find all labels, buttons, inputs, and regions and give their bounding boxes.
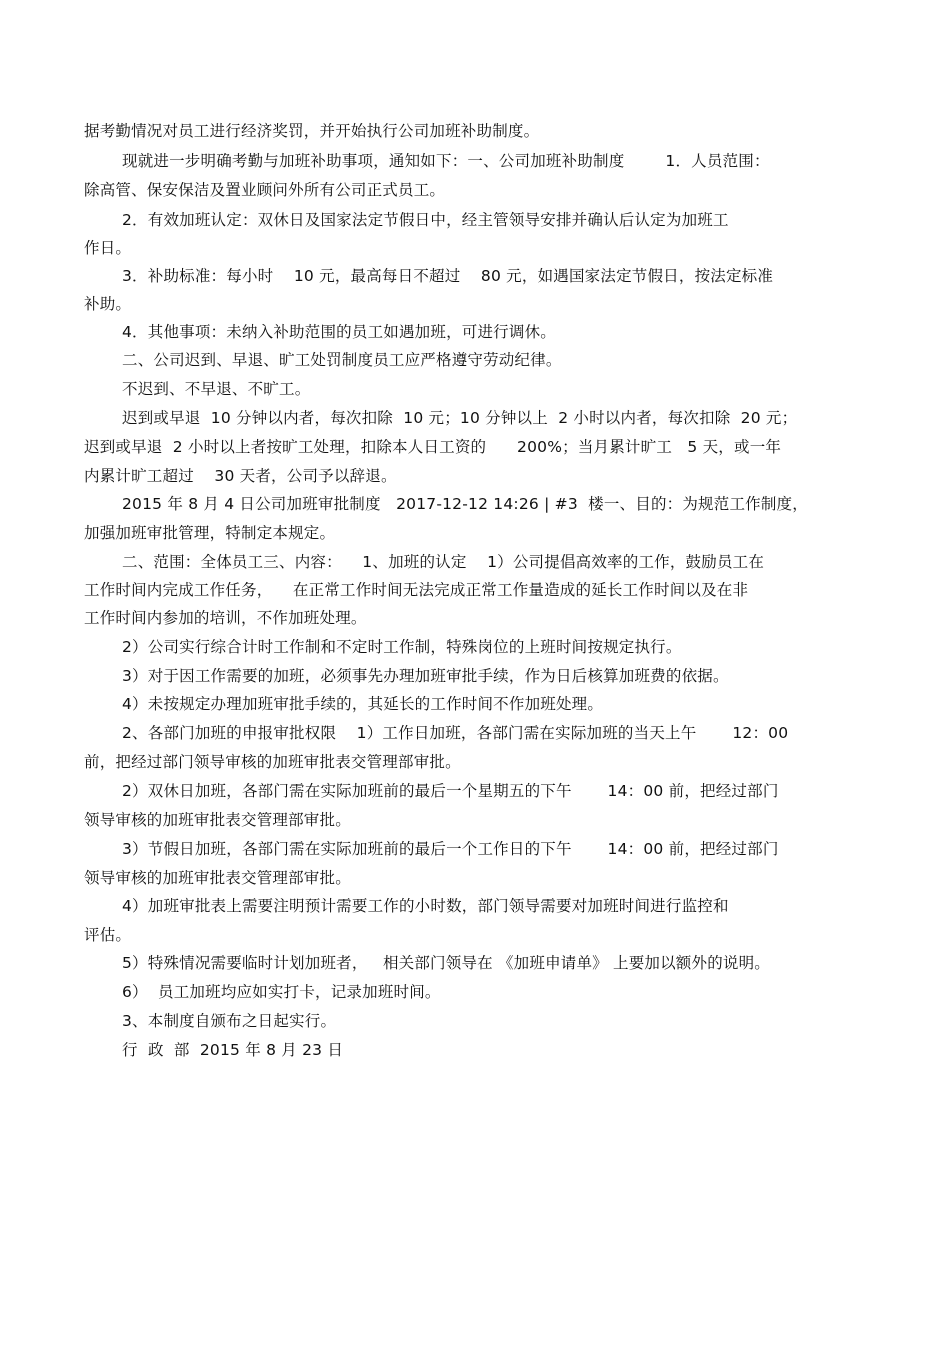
- text-line: 2、各部门加班的申报审批权限 1）工作日加班，各部门需在实际加班的当天上午 12：00: [122, 724, 789, 742]
- text-line: 据考勤情况对员工进行经济奖罚，并开始执行公司加班补助制度。: [84, 122, 540, 140]
- text-line: 2．有效加班认定：双休日及国家法定节假日中，经主管领导安排并确认后认定为加班工: [122, 211, 729, 229]
- text-line: 3、本制度自颁布之日起实行。: [122, 1012, 337, 1030]
- text-line: 迟到或早退 2 小时以上者按旷工处理，扣除本人日工资的 200%；当月累计旷工 5 天，或一年: [84, 438, 782, 456]
- text-line: 迟到或早退 10 分钟以内者，每次扣除 10 元；10 分钟以上 2 小时以内者，每次扣除 20 元；: [122, 409, 798, 427]
- text-line: 领导审核的加班审批表交管理部审批。: [84, 811, 351, 829]
- text-line: 前，把经过部门领导审核的加班审批表交管理部审批。: [84, 753, 461, 771]
- text-line: 加强加班审批管理，特制定本规定。: [84, 524, 336, 542]
- text-line: 3．补助标准：每小时 10 元，最高每日不超过 80 元，如遇国家法定节假日，按法定标准: [122, 267, 774, 285]
- text-line: 补助。: [84, 295, 132, 313]
- text-line: 6） 员工加班均应如实打卡，记录加班时间。: [122, 983, 441, 1001]
- text-line: 5）特殊情况需要临时计划加班者， 相关部门领导在 《加班申请单》 上要加以额外的说明。: [122, 954, 770, 972]
- text-line: 除高管、保安保洁及置业顾问外所有公司正式员工。: [84, 181, 446, 199]
- text-line: 内累计旷工超过 30 天者，公司予以辞退。: [84, 467, 397, 485]
- text-line: 3）对于因工作需要的加班，必须事先办理加班审批手续，作为日后核算加班费的依据。: [122, 667, 729, 685]
- text-line: 不迟到、不早退、不旷工。: [122, 380, 311, 398]
- text-line: 2）双休日加班，各部门需在实际加班前的最后一个星期五的下午 14：00 前，把经过部门: [122, 782, 779, 800]
- text-line: 二、范围：全体员工三、内容： 1、加班的认定 1）公司提倡高效率的工作，鼓励员工在: [122, 553, 765, 571]
- text-line: 2015 年 8 月 4 日公司加班审批制度 2017-12-12 14:26 | #3 楼一、目的：为规范工作制度，: [122, 495, 808, 513]
- text-line: 4）未按规定办理加班审批手续的，其延长的工作时间不作加班处理。: [122, 695, 604, 713]
- text-line: 3）节假日加班，各部门需在实际加班前的最后一个工作日的下午 14：00 前，把经过部门: [122, 840, 779, 858]
- text-line: 评估。: [84, 926, 132, 944]
- text-line: 领导审核的加班审批表交管理部审批。: [84, 869, 351, 887]
- text-line: 二、公司迟到、早退、旷工处罚制度员工应严格遵守劳动纪律。: [122, 351, 562, 369]
- text-line: 现就进一步明确考勤与加班补助事项，通知如下：一、公司加班补助制度 1．人员范围：: [122, 152, 770, 170]
- text-line: 4）加班审批表上需要注明预计需要工作的小时数，部门领导需要对加班时间进行监控和: [122, 897, 729, 915]
- text-line: 2）公司实行综合计时工作制和不定时工作制，特殊岗位的上班时间按规定执行。: [122, 638, 682, 656]
- text-line: 4．其他事项：未纳入补助范围的员工如遇加班，可进行调休。: [122, 323, 556, 341]
- text-line: 工作时间内参加的培训，不作加班处理。: [84, 609, 367, 627]
- text-line: 工作时间内完成工作任务， 在正常工作时间无法完成正常工作量造成的延长工作时间以及在非: [84, 581, 749, 599]
- text-line: 作日。: [84, 239, 132, 257]
- text-line: 行 政 部 2015 年 8 月 23 日: [122, 1041, 344, 1059]
